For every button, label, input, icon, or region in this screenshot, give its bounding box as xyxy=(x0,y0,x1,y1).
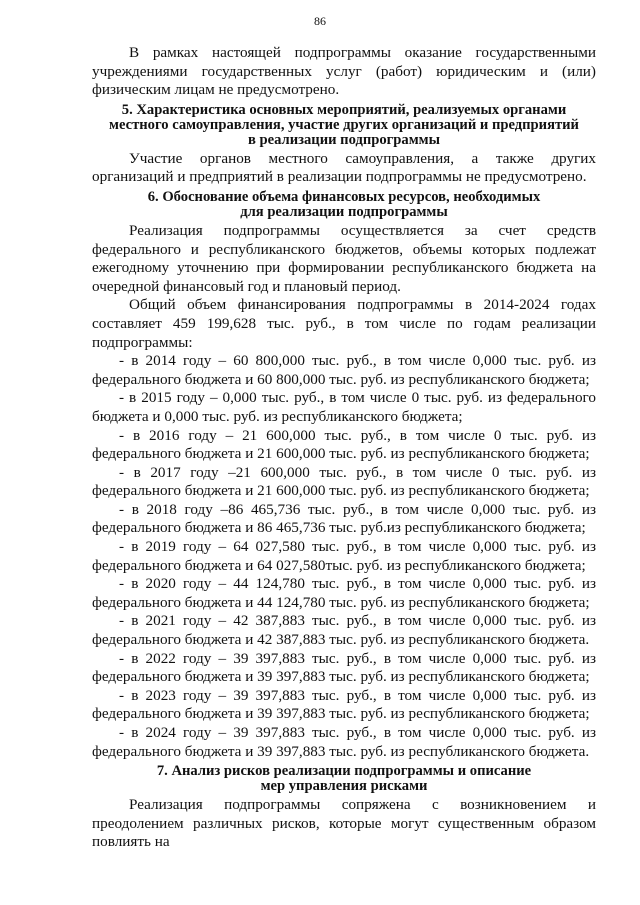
document-body xyxy=(92,44,596,852)
section-7-heading-line: мер управления рисками xyxy=(260,778,428,795)
section-7-heading-line: 7. Анализ рисков реализации подпрограммы и описание xyxy=(156,763,532,780)
funding-year-item: - в 2014 году – 60 800,000 тыс. руб., в том числе 0,000 тыс. руб. из федерального бюджета и 60 800,000 тыс. руб. из республиканского бюджета; xyxy=(92,352,596,388)
funding-year-item: - в 2021 году – 42 387,883 тыс. руб., в том числе 0,000 тыс. руб. из федерального бюджета и 42 387,883 тыс. руб. из республиканского бюджета. xyxy=(92,612,596,649)
section-7-heading xyxy=(92,761,596,796)
section-5-heading-line: в реализации подпрограммы xyxy=(248,131,440,148)
funding-year-item: - в 2016 году – 21 600,000 тыс. руб., в том числе 0 тыс. руб. из федерального бюджета и 21 600,000 тыс. руб. из республиканского бюджета; xyxy=(92,426,596,463)
funding-year-item: - в 2023 году – 39 397,883 тыс. руб., в том числе 0,000 тыс. руб. из федерального бюджета и 39 397,883 тыс. руб. из республиканского бюджета; xyxy=(92,686,596,723)
intro-paragraph: В рамках настоящей подпрограммы оказание государственными учреждениями государственных услуг (работ) юридическим и (или) физическим лицам не предусмотрено. xyxy=(92,44,596,99)
section-6-paragraph-1: Реализация подпрограммы осуществляется за счет средств федерального и республиканского бюджетов, объемы которых подлежат ежегодному уточнению при формировании республиканского бюджета на очередной финансовый год и плановый период. xyxy=(92,221,596,295)
section-5-heading xyxy=(92,100,596,150)
funding-year-item: - в 2024 году – 39 397,883 тыс. руб., в том числе 0,000 тыс. руб. из федерального бюджета и 39 397,883 тыс. руб. из республиканского бюджета. xyxy=(92,724,596,760)
section-6-paragraph-2: Общий объем финансирования подпрограммы в 2014-2024 годах составляет 459 199,628 тыс. руб., в том числе по годам реализации подпрограммы: xyxy=(92,296,596,351)
section-6-heading xyxy=(92,187,596,222)
funding-year-item: - в 2017 году –21 600,000 тыс. руб., в том числе 0 тыс. руб. из федерального бюджета и 21 600,000 тыс. руб. из республиканского бюджета; xyxy=(92,463,596,500)
section-7-paragraph: Реализация подпрограммы сопряжена с возникновением и преодолением различных рисков, которые могут существенным образом повлиять на xyxy=(92,796,596,851)
section-5-heading-line: 5. Характеристика основных мероприятий, реализуемых органами xyxy=(121,101,567,118)
section-5-paragraph: Участие органов местного самоуправления, а также других организаций и предприятий в реализации подпрограммы не предусмотрено. xyxy=(92,149,596,186)
funding-year-item: - в 2015 году – 0,000 тыс. руб., в том числе 0 тыс. руб. из федерального бюджета и 0,000 тыс. руб. из республиканского бюджета; xyxy=(92,389,596,425)
funding-year-item: - в 2018 году –86 465,736 тыс. руб., в том числе 0,000 тыс. руб. из федерального бюджета и 86 465,736 тыс. руб.из республиканского бюджета; xyxy=(92,500,596,537)
funding-year-item: - в 2022 году – 39 397,883 тыс. руб., в том числе 0,000 тыс. руб. из федерального бюджета и 39 397,883 тыс. руб. из республиканского бюджета; xyxy=(92,649,596,686)
funding-year-item: - в 2019 году – 64 027,580 тыс. руб., в том числе 0,000 тыс. руб. из федерального бюджета и 64 027,580тыс. руб. из республиканского бюджета; xyxy=(92,538,596,574)
funding-year-item: - в 2020 году – 44 124,780 тыс. руб., в том числе 0,000 тыс. руб. из федерального бюджета и 44 124,780 тыс. руб. из республиканского бюджета; xyxy=(92,575,596,611)
page-number: 86 xyxy=(314,14,326,28)
section-6-heading-line: 6. Обоснование объема финансовых ресурсов, необходимых xyxy=(147,188,541,205)
section-5-heading-line: местного самоуправления, участие других организаций и предприятий xyxy=(109,116,579,133)
funding-by-year-list xyxy=(92,352,596,761)
section-6-heading-line: для реализации подпрограммы xyxy=(240,203,448,220)
